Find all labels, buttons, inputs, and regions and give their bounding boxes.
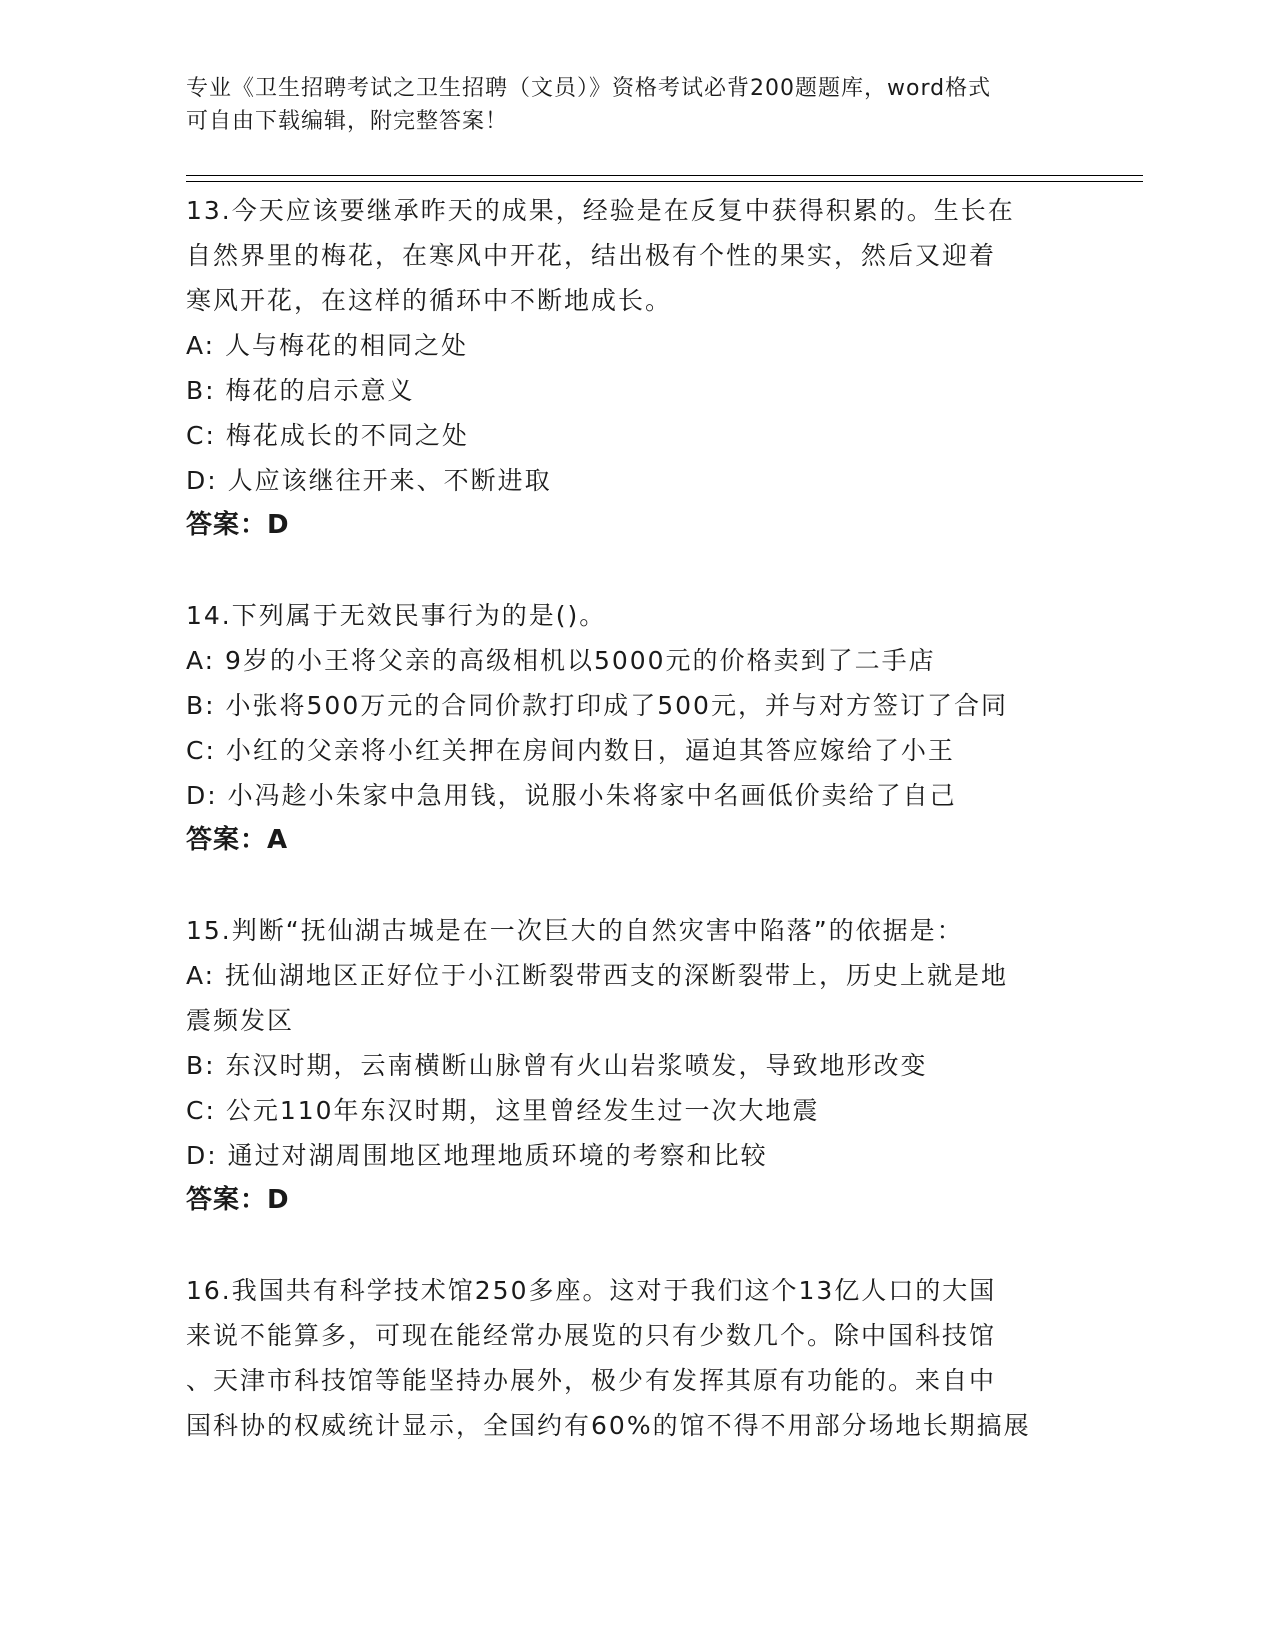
option-d: D: 小冯趁小朱家中急用钱，说服小朱将家中名画低价卖给了自己 bbox=[186, 781, 957, 810]
option-a: A: 人与梅花的相同之处 bbox=[186, 331, 469, 360]
question-stem-line: 自然界里的梅花，在寒风中开花，结出极有个性的果实，然后又迎着 bbox=[186, 241, 997, 270]
header-divider-top bbox=[186, 175, 1143, 176]
option-b: B: 梅花的启示意义 bbox=[186, 376, 415, 405]
answer-label: 答案：D bbox=[186, 1185, 290, 1215]
question-list bbox=[186, 188, 1086, 1493]
question-14 bbox=[186, 593, 1086, 863]
question-13 bbox=[186, 188, 1086, 548]
answer-label: 答案：A bbox=[186, 825, 289, 855]
question-16 bbox=[186, 1268, 1086, 1448]
question-stem-line: 15.判断“抚仙湖古城是在一次巨大的自然灾害中陷落”的依据是： bbox=[186, 916, 964, 945]
header-divider-bottom bbox=[186, 181, 1143, 182]
question-stem-line: 来说不能算多，可现在能经常办展览的只有少数几个。除中国科技馆 bbox=[186, 1321, 997, 1350]
question-stem-line: 14.下列属于无效民事行为的是()。 bbox=[186, 601, 607, 630]
question-stem-line: 16.我国共有科学技术馆250多座。这对于我们这个13亿人口的大国 bbox=[186, 1276, 997, 1305]
header-line-2: 可自由下载编辑，附完整答案！ bbox=[186, 109, 509, 134]
option-a-continued: 震频发区 bbox=[186, 1006, 295, 1035]
question-stem-line: 国科协的权威统计显示，全国约有60%的馆不得不用部分场地长期搞展 bbox=[186, 1411, 1031, 1440]
option-c: C: 小红的父亲将小红关押在房间内数日，逼迫其答应嫁给了小王 bbox=[186, 736, 955, 765]
question-stem-line: 、天津市科技馆等能坚持办展外，极少有发挥其原有功能的。来自中 bbox=[186, 1366, 997, 1395]
question-stem-line: 13.今天应该要继承昨天的成果，经验是在反复中获得积累的。生长在 bbox=[186, 196, 1015, 225]
question-15 bbox=[186, 908, 1086, 1223]
answer-label: 答案：D bbox=[186, 510, 290, 540]
option-b: B: 小张将500万元的合同价款打印成了500元，并与对方签订了合同 bbox=[186, 691, 1008, 720]
option-a: A: 抚仙湖地区正好位于小江断裂带西支的深断裂带上，历史上就是地 bbox=[186, 961, 1009, 990]
option-d: D: 通过对湖周围地区地理地质环境的考察和比较 bbox=[186, 1141, 768, 1170]
option-c: C: 公元110年东汉时期，这里曾经发生过一次大地震 bbox=[186, 1096, 820, 1125]
header-line-1: 专业《卫生招聘考试之卫生招聘（文员）》资格考试必背200题题库，word格式 bbox=[186, 76, 992, 101]
option-b: B: 东汉时期，云南横断山脉曾有火山岩浆喷发，导致地形改变 bbox=[186, 1051, 928, 1080]
option-c: C: 梅花成长的不同之处 bbox=[186, 421, 469, 450]
option-d: D: 人应该继往开来、不断进取 bbox=[186, 466, 552, 495]
option-a: A: 9岁的小王将父亲的高级相机以5000元的价格卖到了二手店 bbox=[186, 646, 936, 675]
document-header bbox=[186, 72, 1086, 138]
question-stem-line: 寒风开花，在这样的循环中不断地成长。 bbox=[186, 286, 673, 315]
